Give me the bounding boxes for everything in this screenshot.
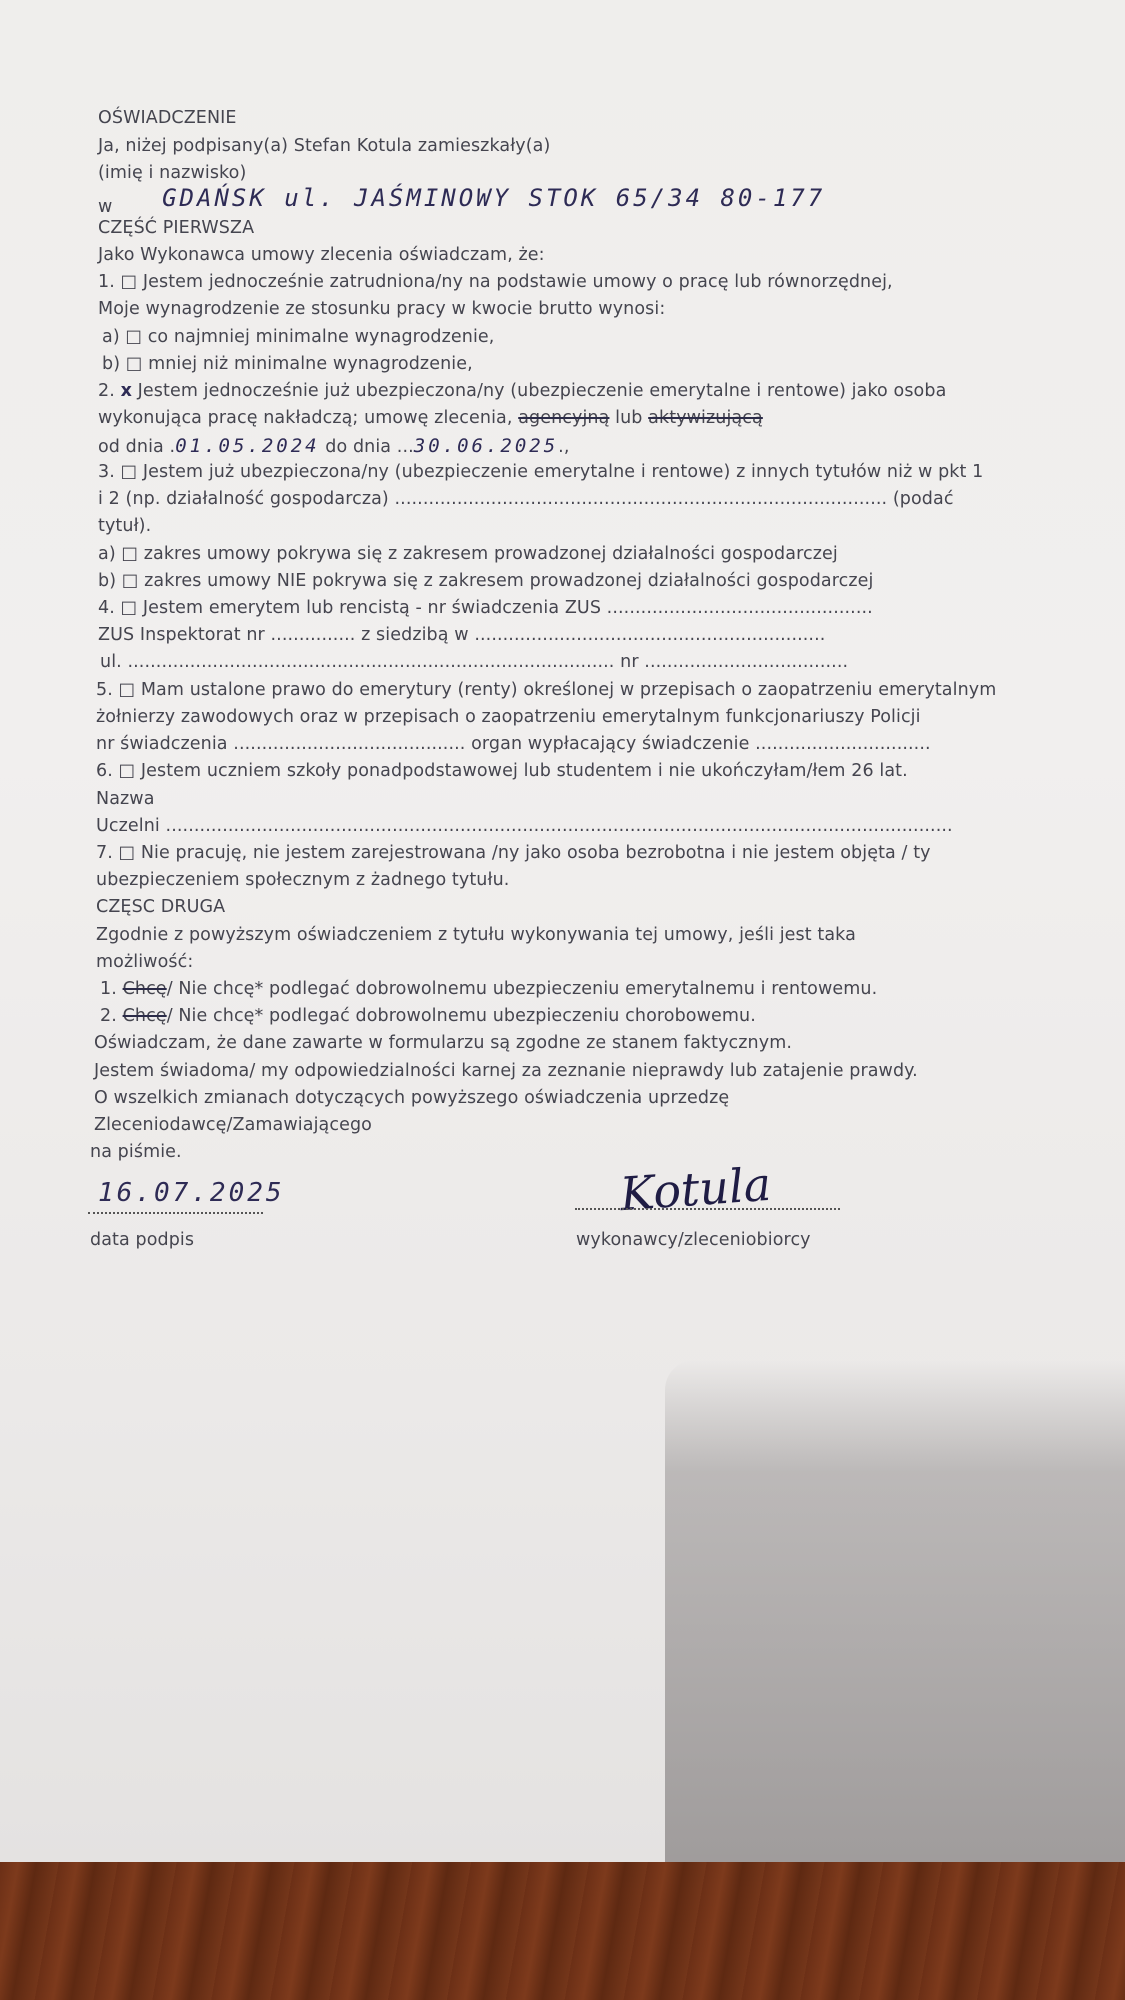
item1-a: a) □ co najmniej minimalne wynagrodzenie, xyxy=(102,327,495,347)
document-heading: OŚWIADCZENIE xyxy=(98,108,237,128)
date-handwritten: 16.07.2025 xyxy=(98,1178,285,1208)
item2-line1 xyxy=(98,381,946,401)
aktywizujaca-struck: aktywizującą xyxy=(648,408,763,428)
shadow-overlay xyxy=(665,1360,1125,1870)
item2-end: ., xyxy=(558,437,570,457)
signature-handwritten: Kotula xyxy=(618,1156,773,1222)
w-label: w xyxy=(98,197,113,217)
item2-line2-text: wykonująca pracę nakładczą; umowę zlecenia, xyxy=(98,408,513,428)
part1-title: CZĘŚĆ PIERWSZA xyxy=(98,218,255,238)
item6-line1: 6. □ Jestem uczniem szkoły ponadpodstawowej lub studentem i nie ukończyłam/łem 26 lat. xyxy=(96,761,908,781)
option2-number: 2. xyxy=(100,1006,117,1026)
option2 xyxy=(100,1006,756,1026)
item2-number: 2. xyxy=(98,381,115,401)
item2-line2 xyxy=(98,408,763,428)
option2-rest: / Nie chcę* podlegać dobrowolnemu ubezpieczeniu chorobowemu. xyxy=(166,1006,756,1026)
declaration-2: Jestem świadoma/ my odpowiedzialności karnej za zeznanie nieprawdy lub zatajenie prawdy. xyxy=(94,1061,918,1081)
option1-chce-struck: Chcę xyxy=(122,979,167,999)
declaration-1: Oświadczam, że dane zawarte w formularzu są zgodne ze stanem faktycznym. xyxy=(94,1033,793,1053)
item3-a: a) □ zakres umowy pokrywa się z zakresem prowadzonej działalności gospodarczej xyxy=(98,544,838,564)
item5-line2: żołnierzy zawodowych oraz w przepisach o zaopatrzeniu emerytalnym funkcjonariuszy Policji xyxy=(96,707,921,727)
declaration-3: O wszelkich zmianach dotyczących powyższego oświadczenia uprzedzę xyxy=(94,1088,730,1108)
item2-lub: lub xyxy=(615,408,643,428)
address-line xyxy=(98,184,826,218)
item5-line1: 5. □ Mam ustalone prawo do emerytury (renty) określonej w przepisach o zaopatrzeniu emerytalnym xyxy=(96,680,997,700)
item4-line1: 4. □ Jestem emerytem lub rencistą - nr świadczenia ZUS ............................................... xyxy=(98,598,873,618)
part2-title: CZĘSC DRUGA xyxy=(96,897,226,917)
name-label: (imię i nazwisko) xyxy=(98,163,247,183)
part1-intro: Jako Wykonawca umowy zlecenia oświadczam, że: xyxy=(98,245,545,265)
od-dnia-label: od dnia . xyxy=(98,437,176,457)
date-from-handwritten: 01.05.2024 xyxy=(175,435,320,457)
item7-line2: ubezpieczeniem społecznym z żadnego tytułu. xyxy=(96,870,510,890)
item3-b: b) □ zakres umowy NIE pokrywa się z zakresem prowadzonej działalności gospodarczej xyxy=(98,571,874,591)
item3-line2: i 2 (np. działalność gospodarcza) ....................................................................................... (podać xyxy=(98,489,954,509)
item7-line1: 7. □ Nie pracuję, nie jestem zarejestrowana /ny jako osoba bezrobotna i nie jestem objęta / ty xyxy=(96,843,931,863)
do-dnia-label: do dnia ... xyxy=(325,437,414,457)
signature-label: wykonawcy/zleceniobiorcy xyxy=(576,1230,811,1250)
wooden-table xyxy=(0,1862,1125,2000)
item6-line3: Uczelni ........................................................................................................................................... xyxy=(96,816,953,836)
item4-line2: ZUS Inspektorat nr ............... z siedzibą w .............................................................. xyxy=(98,625,826,645)
item6-line2: Nazwa xyxy=(96,789,155,809)
declaration-4: Zleceniodawcę/Zamawiającego xyxy=(94,1115,372,1135)
item1-sub: Moje wynagrodzenie ze stosunku pracy w kwocie brutto wynosi: xyxy=(98,299,666,319)
item3-line1: 3. □ Jestem już ubezpieczona/ny (ubezpieczenie emerytalne i rentowe) z innych tytułów niż w pkt 1 xyxy=(98,462,984,482)
option1 xyxy=(100,979,877,999)
item5-line3: nr świadczenia ......................................... organ wypłacający świadczenie ............................... xyxy=(96,734,931,754)
item2-text: Jestem jednocześnie już ubezpieczona/ny (ubezpieczenie emerytalne i rentowe) jako osoba xyxy=(137,381,947,401)
signature-dotted-line xyxy=(575,1208,840,1210)
option1-rest: / Nie chcę* podlegać dobrowolnemu ubezpieczeniu emerytalnemu i rentowemu. xyxy=(166,979,878,999)
part2-line1: Zgodnie z powyższym oświadczeniem z tytułu wykonywania tej umowy, jeśli jest taka xyxy=(96,925,856,945)
date-to-handwritten: 30.06.2025 xyxy=(413,435,559,457)
agencyjna-struck: agencyjną xyxy=(518,408,610,428)
item1-b: b) □ mniej niż minimalne wynagrodzenie, xyxy=(102,354,473,374)
item3-line3: tytuł). xyxy=(98,516,152,536)
item1-text: 1. □ Jestem jednocześnie zatrudniona/ny na podstawie umowy o pracę lub równorzędnej, xyxy=(98,272,893,292)
item2-checkmark: x xyxy=(120,381,132,401)
option1-number: 1. xyxy=(100,979,117,999)
date-label: data podpis xyxy=(90,1230,195,1250)
option2-chce-struck: Chcę xyxy=(122,1006,167,1026)
address-handwritten: GDAŃSK ul. JAŚMINOWY STOK 65/34 80-177 xyxy=(162,184,826,212)
intro-line: Ja, niżej podpisany(a) Stefan Kotula zamieszkały(a) xyxy=(98,136,551,156)
item4-line3: ul. ...................................................................................... nr .................................... xyxy=(100,652,849,672)
item2-line3 xyxy=(98,435,570,457)
declaration-5: na piśmie. xyxy=(90,1142,182,1162)
part2-line2: możliwość: xyxy=(96,952,194,972)
date-dotted-line xyxy=(88,1212,263,1214)
